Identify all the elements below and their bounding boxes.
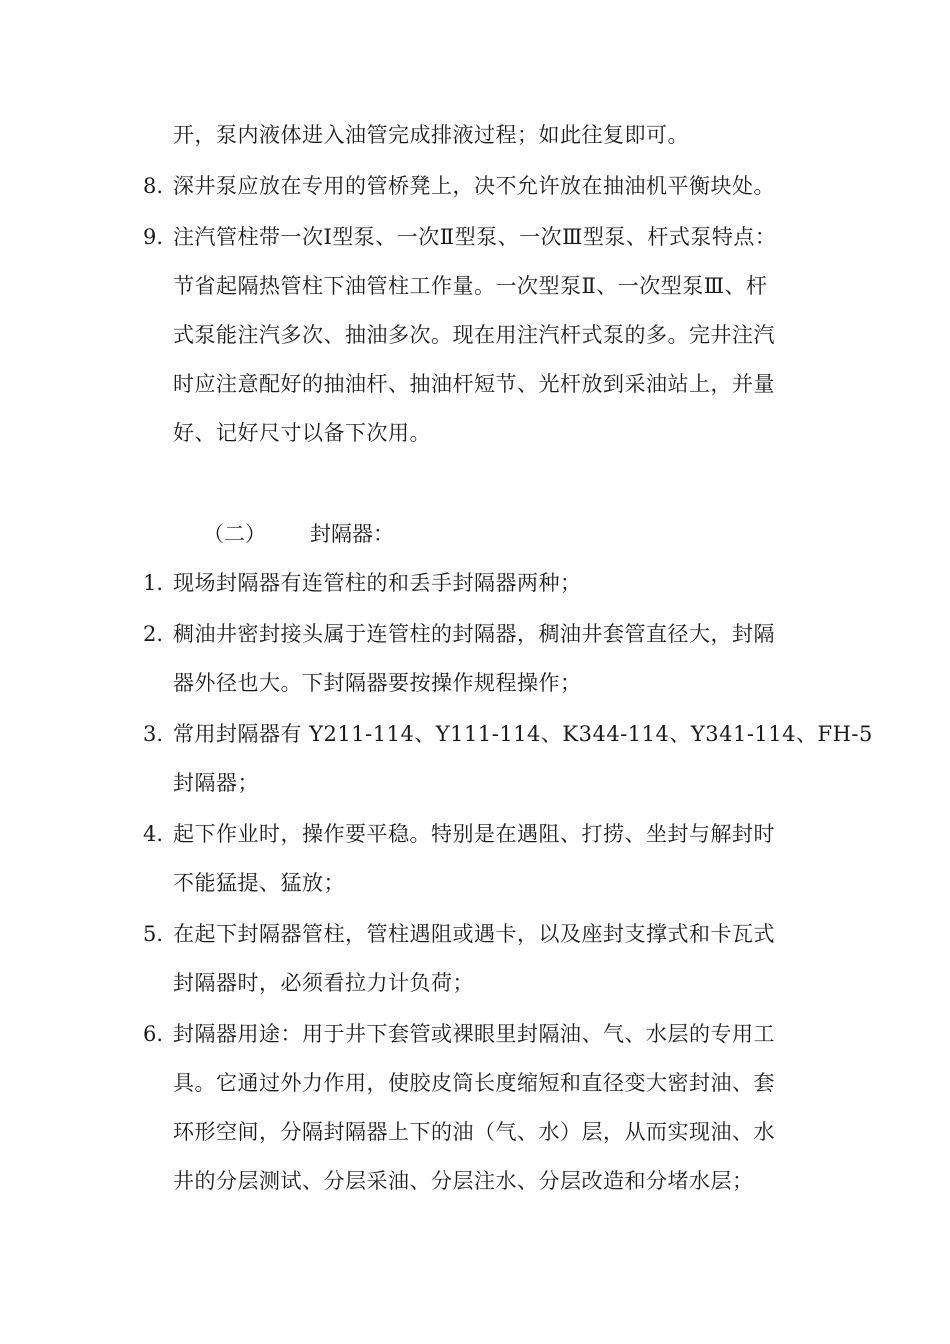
list-item-line: 式泵能注汽多次、抽油多次。现在用注汽杆式泵的多。完井注汽 xyxy=(173,323,775,347)
list-item-line: 封隔器用途：用于井下套管或裸眼里封隔油、气、水层的专用工 xyxy=(173,1022,775,1046)
list-number: 4. xyxy=(143,822,164,846)
list-item-line: 环形空间，分隔封隔器上下的油（气、水）层，从而实现油、水 xyxy=(173,1120,775,1144)
list-item-line: 封隔器； xyxy=(173,771,259,795)
continuation-line: 开，泵内液体进入油管完成排液过程；如此往复即可。 xyxy=(173,123,689,147)
list-number: 5. xyxy=(143,922,164,946)
list-item-line: 起下作业时，操作要平稳。特别是在遇阻、打捞、坐封与解封时 xyxy=(173,822,775,846)
list-item-line: 具。它通过外力作用，使胶皮筒长度缩短和直径变大密封油、套 xyxy=(173,1071,775,1095)
section-title: 封隔器： xyxy=(310,522,394,546)
list-item-line: 时应注意配好的抽油杆、抽油杆短节、光杆放到采油站上，并量 xyxy=(173,372,775,396)
list-item-line: 常用封隔器有 Y211-114、Y111-114、K344-114、Y341-114、FH-5 xyxy=(173,722,873,746)
list-item-line: 封隔器时，必须看拉力计负荷； xyxy=(173,971,474,995)
list-item-line: 节省起隔热管柱下油管柱工作量。一次型泵Ⅱ、一次型泵Ⅲ、杆 xyxy=(173,274,768,298)
list-item-line: 现场封隔器有连管柱的和丢手封隔器两种； xyxy=(173,571,582,595)
list-number: 6. xyxy=(143,1022,164,1046)
list-item-line: 注汽管柱带一次Ⅰ型泵、一次Ⅱ型泵、一次Ⅲ型泵、杆式泵特点： xyxy=(173,225,777,249)
list-item-line: 好、记好尺寸以备下次用。 xyxy=(173,421,431,445)
list-item-line: 不能猛提、猛放； xyxy=(173,871,345,895)
list-item-line: 稠油井密封接头属于连管柱的封隔器，稠油井套管直径大，封隔 xyxy=(173,622,775,646)
list-item-line: 井的分层测试、分层采油、分层注水、分层改造和分堵水层； xyxy=(173,1169,754,1193)
list-item-line: 深井泵应放在专用的管桥凳上，决不允许放在抽油机平衡块处。 xyxy=(173,174,775,198)
list-item-line: 器外径也大。下封隔器要按操作规程操作； xyxy=(173,671,582,695)
list-number: 8. xyxy=(143,174,164,198)
list-number: 3. xyxy=(143,722,164,746)
list-number: 2. xyxy=(143,622,164,646)
list-item-line: 在起下封隔器管柱，管柱遇阻或遇卡，以及座封支撑式和卡瓦式 xyxy=(173,922,775,946)
list-number: 9. xyxy=(143,225,164,249)
list-number: 1. xyxy=(143,571,164,595)
section-number: （二） xyxy=(203,522,266,546)
